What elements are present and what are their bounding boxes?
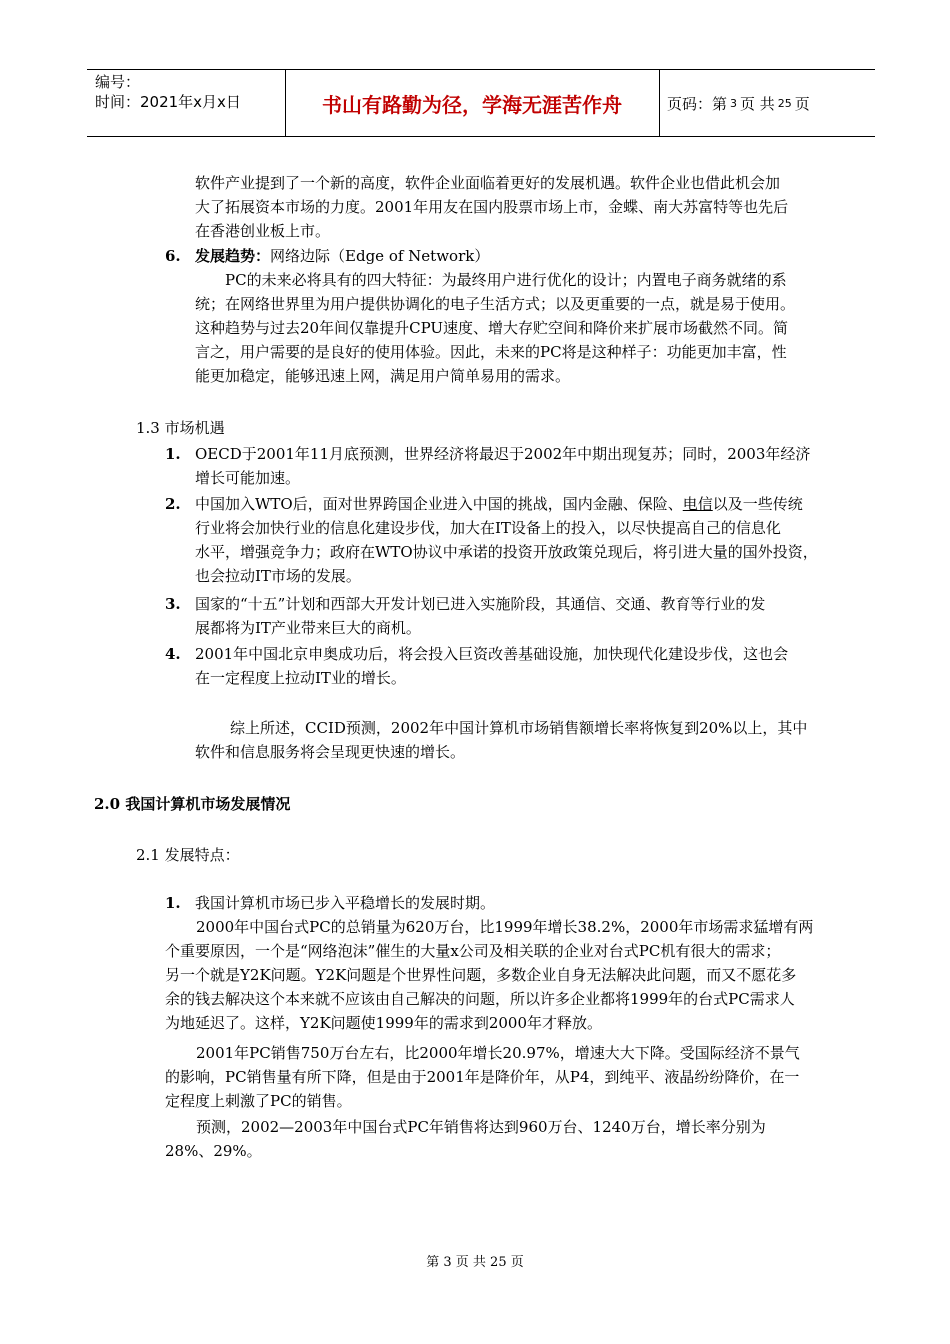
header-motto: 书山有路勤为径，学海无涯苦作舟 (322, 92, 622, 117)
list-item-title: 我国计算机市场已步入平稳增长的发展时期。 (195, 894, 496, 912)
header-meta (95, 72, 287, 112)
page-prefix: 页码：第 (667, 94, 728, 113)
header-page-number (667, 70, 810, 136)
body-line: PC的未来必将具有的四大特征：为最终用户进行优化的设计；内置电子商务就绪的系 (225, 271, 787, 289)
body-line: 软件产业提到了一个新的高度，软件企业面临着更好的发展机遇。软件企业也借此机会加 (195, 174, 781, 192)
page-suffix: 页 (794, 94, 810, 113)
body-line: 统；在网络世界里为用户提供协调化的电子生活方式；以及更重要的一点，就是易于使用。 (195, 295, 796, 313)
body-line: 国家的“十五”计划和西部大开发计划已进入实施阶段，其通信、交通、教育等行业的发 (195, 595, 766, 613)
body-line: 这种趋势与过去20年间仅靠提升CPU速度、增大存贮空间和降价来扩展市场截然不同。简 (195, 319, 789, 337)
time-label: 时间：2021年x月x日 (95, 93, 241, 111)
text-span: 以及一些传统 (712, 495, 803, 513)
section-heading: 2.1 发展特点： (136, 846, 240, 864)
list-number: 3. (165, 595, 181, 613)
body-line: 的影响，PC销售量有所下降，但是由于2001年是降价年，从P4，到纯平、液晶纷纷降价，在一 (165, 1068, 800, 1086)
body-line: 增长可能加速。 (195, 469, 301, 487)
list-number: 1. (165, 445, 181, 463)
body-line: 2001年中国北京申奥成功后，将会投入巨资改善基础设施，加快现代化建设步伐，这也会 (195, 645, 789, 663)
section-heading: 2.0 我国计算机市场发展情况 (94, 795, 291, 813)
body-line: 大了拓展资本市场的力度。2001年用友在国内股票市场上市，金蝶、南大苏富特等也先后 (195, 198, 789, 216)
page-header (87, 69, 875, 137)
body-line: 展都将为IT产业带来巨大的商机。 (195, 619, 421, 637)
list-number: 6. (165, 247, 181, 265)
body-line: 行业将会加快行业的信息化建设步伐，加大在IT设备上的投入，以尽快提高自己的信息化 (195, 519, 781, 537)
page-footer: 第 3 页 共 25 页 (426, 1255, 524, 1270)
body-line: 在香港创业板上市。 (195, 222, 331, 240)
body-line: 28%、29%。 (165, 1142, 262, 1160)
body-line: 2001年PC销售750万台左右，比2000年增长20.97%，增速大大下降。受国际经济不景气 (196, 1044, 800, 1062)
body-line: 软件和信息服务将会呈现更快速的增长。 (195, 743, 466, 761)
link-telecom[interactable]: 电信 (682, 495, 713, 513)
body-line: 预测，2002—2003年中国台式PC年销售将达到960万台、1240万台，增长率分别为 (196, 1118, 766, 1136)
item6-label: 发展趋势： (195, 247, 271, 265)
body-line: 言之，用户需要的是良好的使用体验。因此，未来的PC将是这种样子：功能更加丰富，性 (195, 343, 787, 361)
list-item-title (195, 244, 489, 268)
page-num: 3 (730, 96, 738, 110)
body-line: 另一个就是Y2K问题。Y2K问题是个世界性问题，多数企业自身无法解决此问题，而又不愿花多 (165, 966, 797, 984)
page-total: 25 (777, 96, 792, 110)
body-line: 在一定程度上拉动IT业的增长。 (195, 669, 406, 687)
page-mid: 页 共 (740, 94, 775, 113)
list-number: 2. (165, 495, 181, 513)
list-number: 4. (165, 645, 181, 663)
body-line: 个重要原因，一个是“网络泡沫”催生的大量x公司及相关联的企业对台式PC机有很大的需求； (165, 942, 781, 960)
item6-rest: 网络边际（Edge of Network） (270, 247, 490, 265)
header-divider (659, 70, 660, 136)
body-line: 为地延迟了。这样，Y2K问题使1999年的需求到2000年才释放。 (165, 1014, 603, 1032)
body-line: 能更加稳定，能够迅速上网，满足用户简单易用的需求。 (195, 367, 571, 385)
body-line: OECD于2001年11月底预测，世界经济将最迟于2002年中期出现复苏；同时，2003年经济 (195, 445, 811, 463)
body-line: 定程度上刺激了PC的销售。 (165, 1092, 352, 1110)
body-line: 余的钱去解决这个本来就不应该由自己解决的问题，所以许多企业都将1999年的台式PC需求人 (165, 990, 795, 1008)
serial-label: 编号： (95, 73, 141, 91)
section-heading: 1.3 市场机遇 (136, 419, 225, 437)
body-line (195, 492, 803, 516)
body-line: 也会拉动IT市场的发展。 (195, 567, 361, 585)
body-line: 水平，增强竞争力；政府在WTO协议中承诺的投资开放政策兑现后，将引进大量的国外投资， (195, 543, 818, 561)
text-span: 中国加入WTO后，面对世界跨国企业进入中国的挑战，国内金融、保险、 (195, 495, 683, 513)
body-line: 2000年中国台式PC的总销量为620万台，比1999年增长38.2%，2000年市场需求猛增有两 (196, 918, 814, 936)
body-line: 综上所述，CCID预测，2002年中国计算机市场销售额增长率将恢复到20%以上，其中 (230, 719, 808, 737)
list-number: 1. (165, 894, 181, 912)
